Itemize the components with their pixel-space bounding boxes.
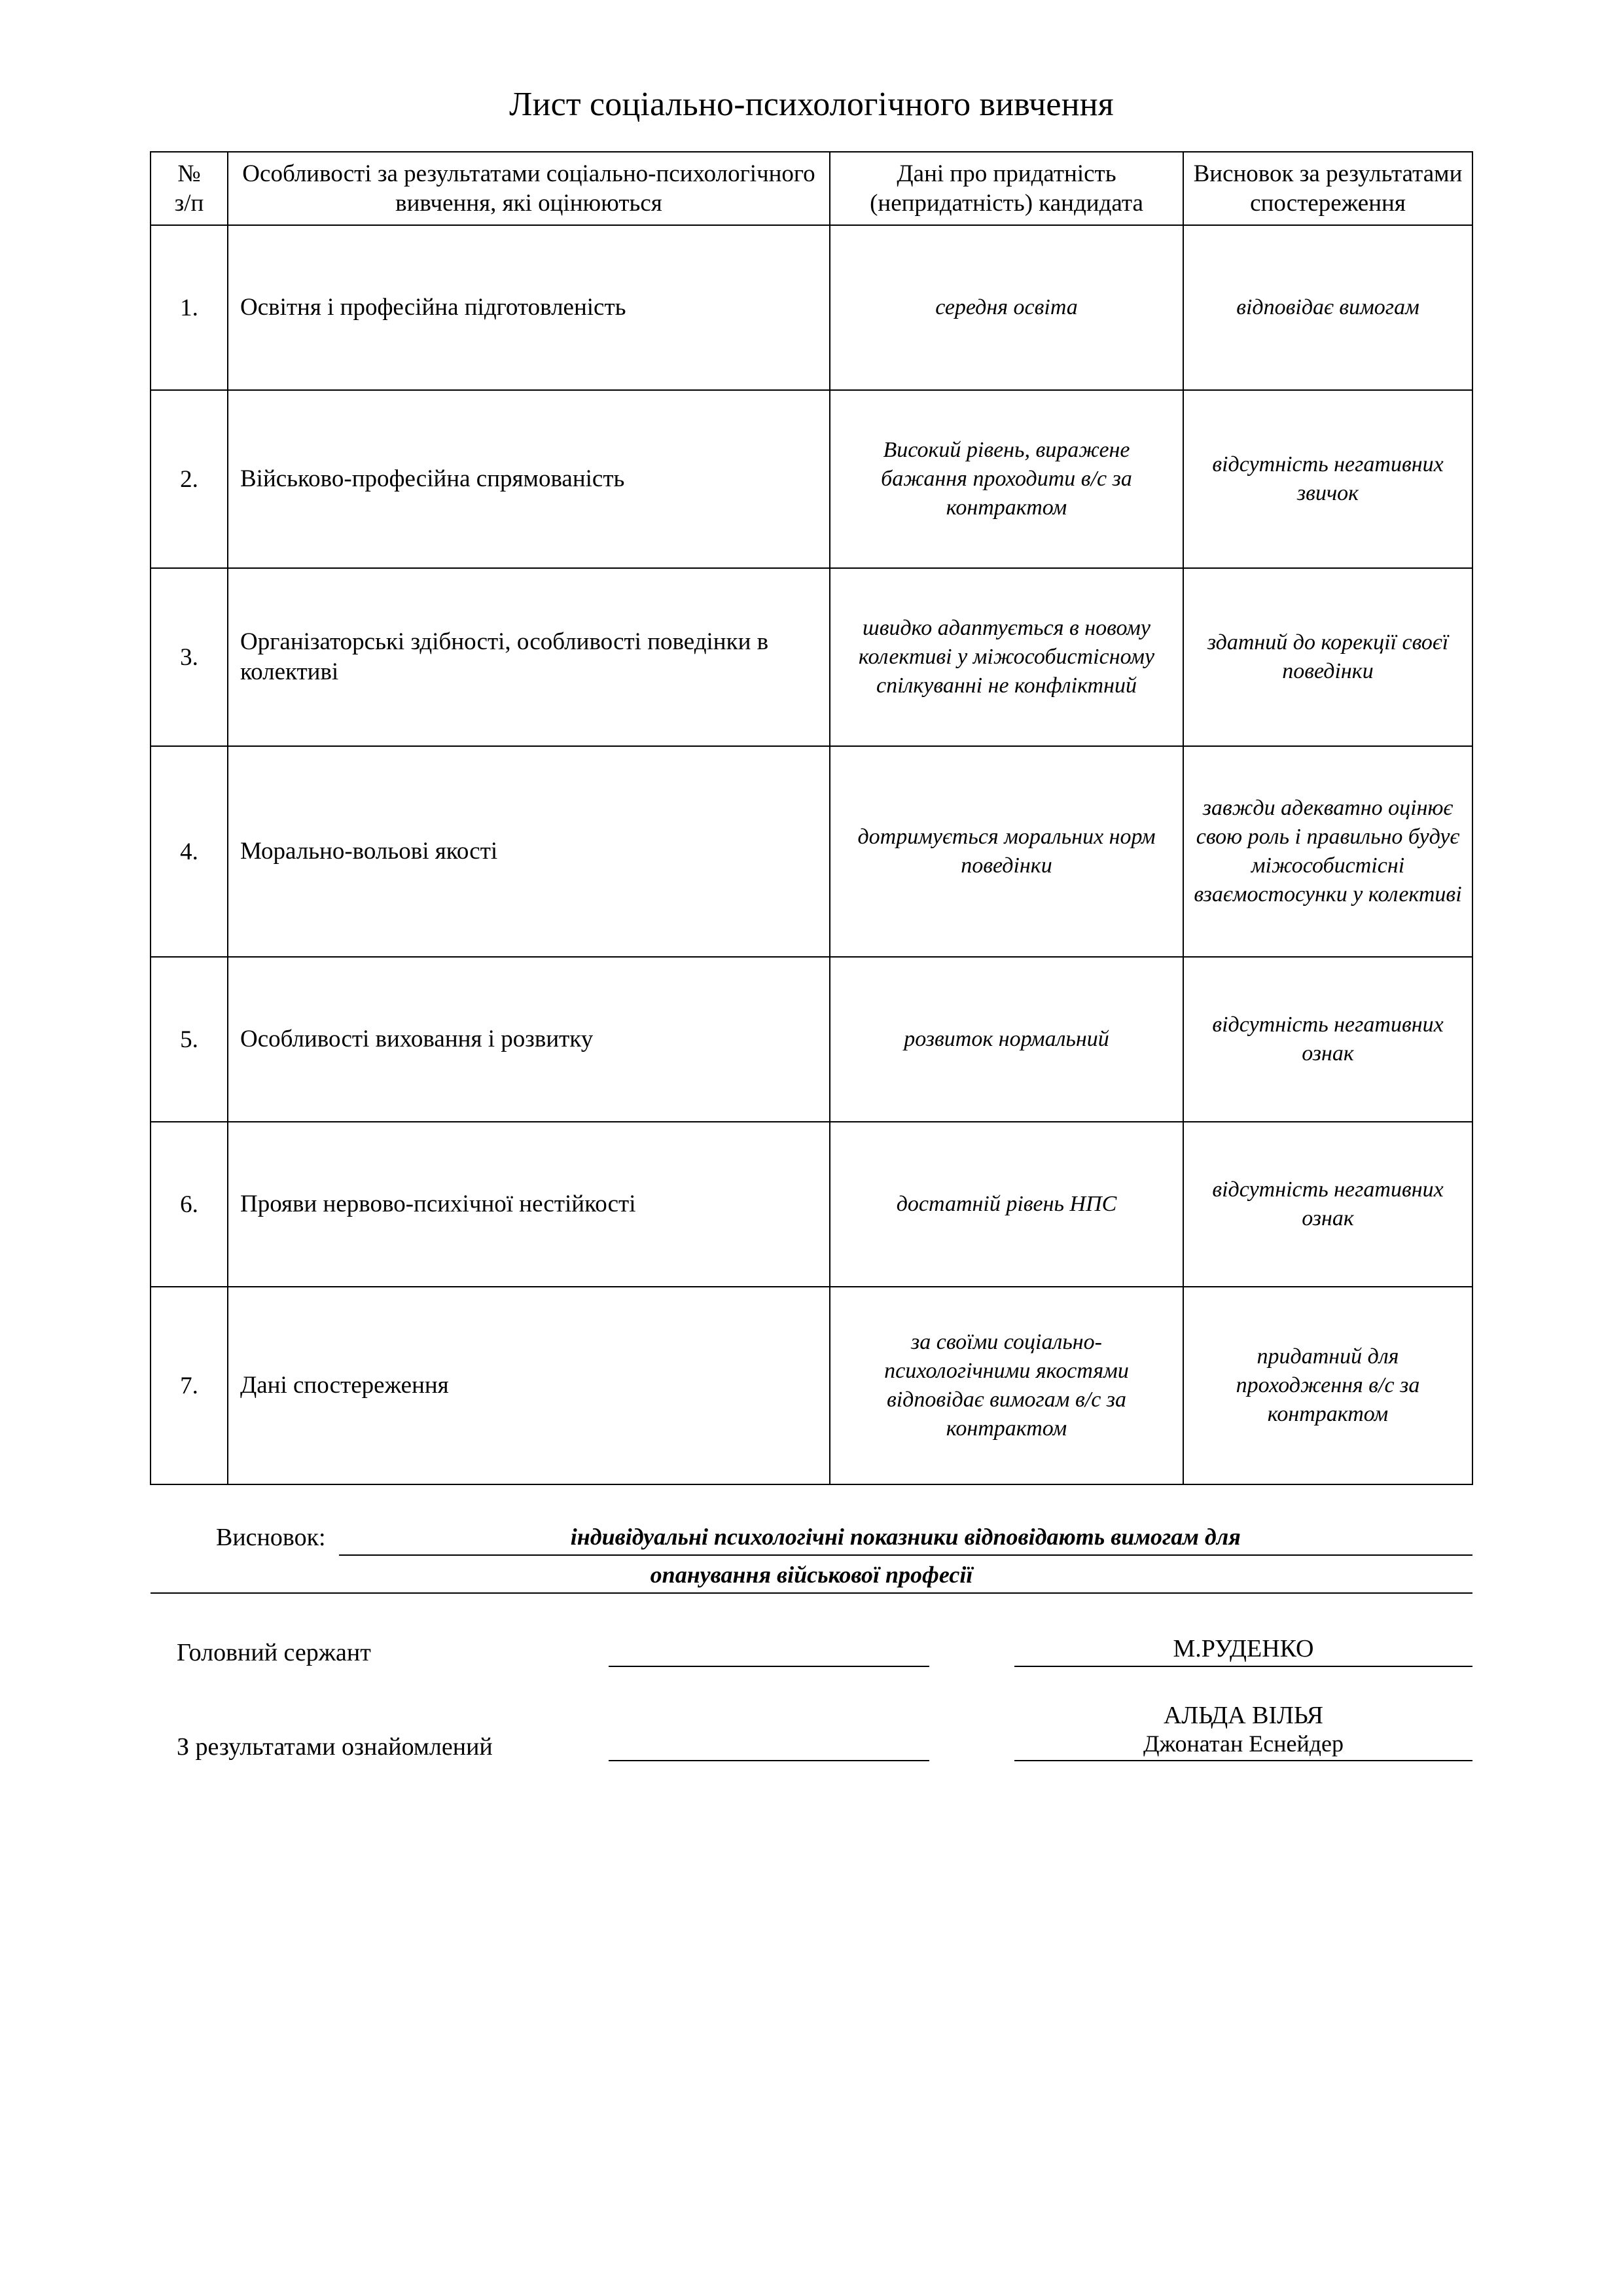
row-data: Високий рівень, виражене бажання проходити в/с за контрактом (830, 390, 1183, 568)
signature-role-candidate: З результатами ознайомлений (177, 1733, 493, 1761)
row-feature: Прояви нервово-психічної нестійкості (228, 1122, 830, 1287)
table-row (151, 746, 1472, 957)
conclusion-row (151, 1523, 1472, 1556)
row-number: 6. (151, 1122, 228, 1287)
row-data: середня освіта (830, 225, 1183, 390)
table-body (151, 225, 1472, 1484)
signature-person-candidate-name: АЛЬДА ВІЛЬЯ (1163, 1702, 1324, 1730)
table-header (151, 152, 1472, 225)
table-row (151, 225, 1472, 390)
row-conclusion: завжди адекватно оцінює свою роль і правильно будує міжособистісні взаємостосунки у колективі (1183, 746, 1472, 957)
row-conclusion: відповідає вимогам (1183, 225, 1472, 390)
signature-row-commander (151, 1634, 1472, 1667)
signature-person-candidate (1014, 1701, 1472, 1761)
row-conclusion: здатний до корекції своєї поведінки (1183, 568, 1472, 746)
column-header-number (151, 152, 228, 225)
column-header-number-line2: з/п (174, 190, 204, 217)
row-feature: Освітня і професійна підготовленість (228, 225, 830, 390)
row-data: достатній рівень НПС (830, 1122, 1183, 1287)
column-header-conclusion: Висновок за результатами спостереження (1183, 152, 1472, 225)
row-number: 7. (151, 1287, 228, 1484)
row-number: 1. (151, 225, 228, 390)
table-header-row (151, 152, 1472, 225)
row-data: розвиток нормальний (830, 957, 1183, 1122)
conclusion-text-line-2: опанування військової професії (151, 1561, 1472, 1594)
row-feature: Військово-професійна спрямованість (228, 390, 830, 568)
signature-block (151, 1634, 1472, 1761)
row-data: за своїми соціально-психологічними якостями відповідає вимогам в/с за контрактом (830, 1287, 1183, 1484)
row-data: дотримується моральних норм поведінки (830, 746, 1183, 957)
row-feature: Особливості виховання і розвитку (228, 957, 830, 1122)
signature-row-candidate (151, 1701, 1472, 1761)
table-row (151, 1287, 1472, 1484)
signature-role-commander: Головний сержант (177, 1639, 371, 1667)
table-row (151, 390, 1472, 568)
signature-person-candidate-fullname: Джонатан Еснейдер (1014, 1730, 1472, 1761)
column-header-number-line1: № (177, 160, 201, 187)
assessment-table (150, 151, 1473, 1485)
signature-line-commander (609, 1636, 929, 1667)
table-row (151, 957, 1472, 1122)
row-number: 3. (151, 568, 228, 746)
row-data: швидко адаптується в новому колективі у міжособистісному спілкуванні не конфліктний (830, 568, 1183, 746)
table-row (151, 1122, 1472, 1287)
conclusion-label: Висновок: (216, 1524, 326, 1552)
row-conclusion: відсутність негативних ознак (1183, 957, 1472, 1122)
row-number: 2. (151, 390, 228, 568)
column-header-feature: Особливості за результатами соціально-психологічного вивчення, які оцінюються (228, 152, 830, 225)
row-feature: Дані спостереження (228, 1287, 830, 1484)
row-conclusion: відсутність негативних ознак (1183, 1122, 1472, 1287)
row-feature: Організаторські здібності, особливості поведінки в колективі (228, 568, 830, 746)
conclusion-block (151, 1523, 1472, 1594)
conclusion-text-line-1: індивідуальні психологічні показники відповідають вимогам для (339, 1523, 1472, 1556)
row-conclusion: придатний для проходження в/с за контрактом (1183, 1287, 1472, 1484)
signature-person-commander: М.РУДЕНКО (1014, 1634, 1472, 1667)
page-title: Лист соціально-психологічного вивчення (509, 86, 1114, 123)
row-feature: Морально-вольові якості (228, 746, 830, 957)
row-number: 4. (151, 746, 228, 957)
signature-line-candidate (609, 1730, 929, 1761)
row-conclusion: відсутність негативних звичок (1183, 390, 1472, 568)
table-row (151, 568, 1472, 746)
column-header-data: Дані про придатність (непридатність) кандидата (830, 152, 1183, 225)
row-number: 5. (151, 957, 228, 1122)
